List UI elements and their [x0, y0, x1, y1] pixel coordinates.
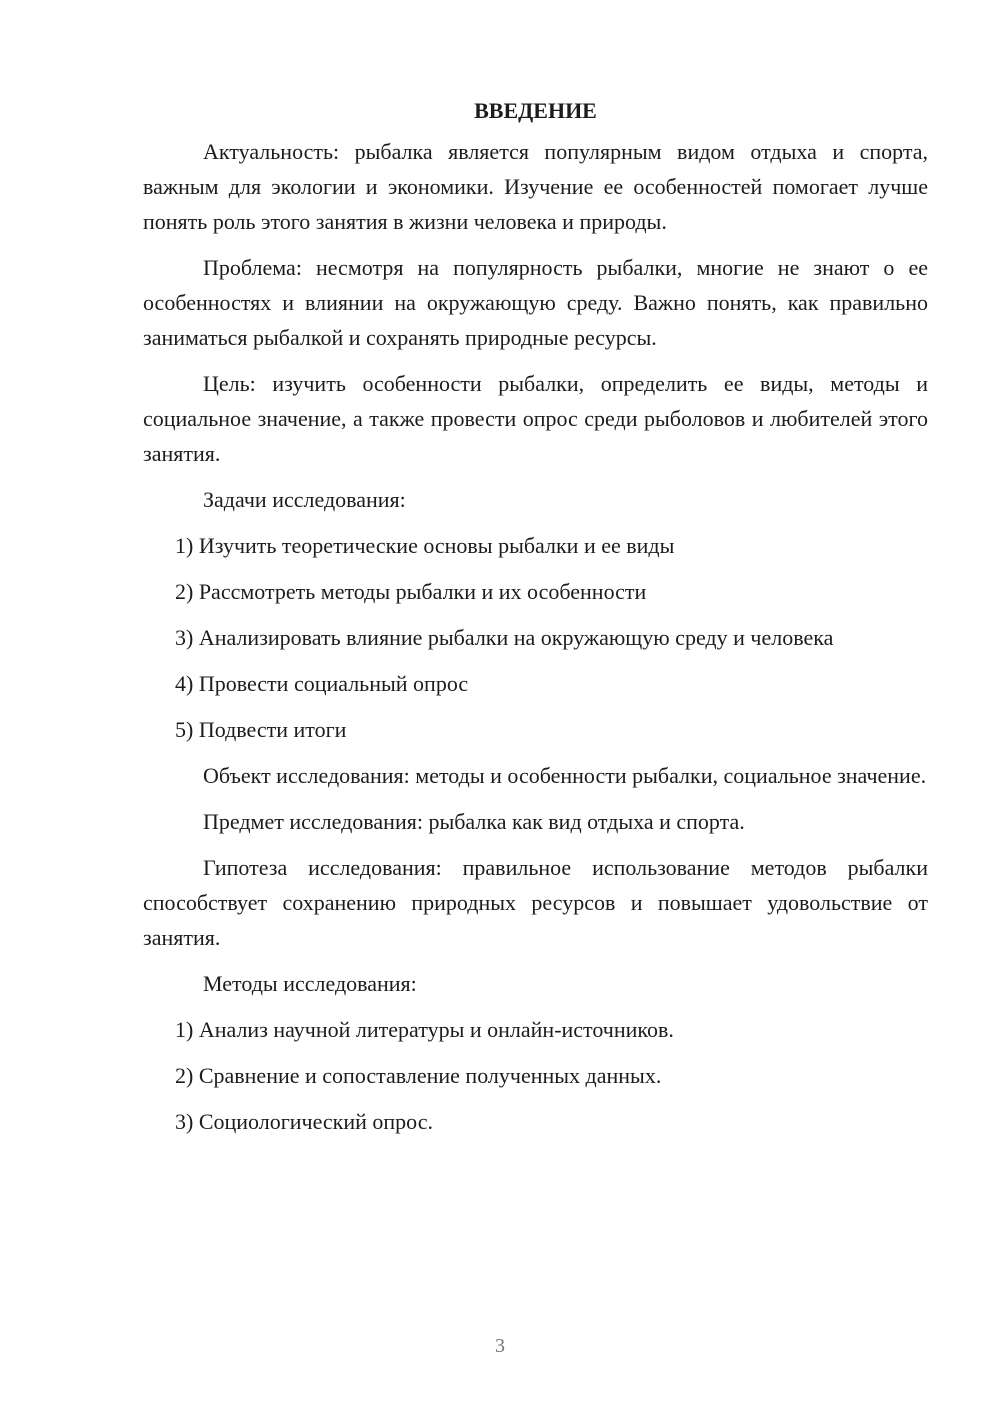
method-item-1: 1) Анализ научной литературы и онлайн-источников. [175, 1017, 674, 1042]
object-paragraph: Объект исследования: методы и особенности рыбалки, социальное значение. [203, 763, 927, 788]
task-item-5: 5) Подвести итоги [175, 717, 347, 742]
hypothesis-paragraph: Гипотеза исследования: правильное использование методов рыбалки способствует сохранению природных ресурсов и повышает удовольствие от занятия. [143, 855, 928, 950]
task-item-2: 2) Рассмотреть методы рыбалки и их особенности [175, 579, 647, 604]
relevance-paragraph: Актуальность: рыбалка является популярным видом отдыха и спорта, важным для экологии и экономики. Изучение ее особенностей помогает лучше понять роль этого занятия в жизни человека и природы. [143, 139, 928, 234]
task-item-4: 4) Провести социальный опрос [175, 671, 469, 696]
subject-paragraph: Предмет исследования: рыбалка как вид отдыха и спорта. [203, 809, 745, 834]
page-number: 3 [495, 1335, 505, 1357]
tasks-heading: Задачи исследования: [203, 487, 406, 512]
goal-paragraph: Цель: изучить особенности рыбалки, определить ее виды, методы и социальное значение, а также провести опрос среди рыболовов и любителей этого занятия. [143, 371, 928, 466]
method-item-3: 3) Социологический опрос. [175, 1109, 433, 1134]
methods-list [143, 1012, 928, 1139]
method-item-2: 2) Сравнение и сопоставление полученных данных. [175, 1063, 662, 1088]
task-item-3: 3) Анализировать влияние рыбалки на окружающую среду и человека [175, 625, 834, 650]
section-title: ВВЕДЕНИЕ [474, 98, 597, 123]
task-item-1: 1) Изучить теоретические основы рыбалки и ее виды [175, 533, 675, 558]
methods-heading: Методы исследования: [203, 971, 417, 996]
tasks-list [143, 528, 928, 747]
page-content [143, 96, 928, 1150]
problem-paragraph: Проблема: несмотря на популярность рыбалки, многие не знают о ее особенностях и влиянии на окружающую среду. Важно понять, как правильно заниматься рыбалкой и сохранять природные ресурсы. [143, 255, 928, 350]
